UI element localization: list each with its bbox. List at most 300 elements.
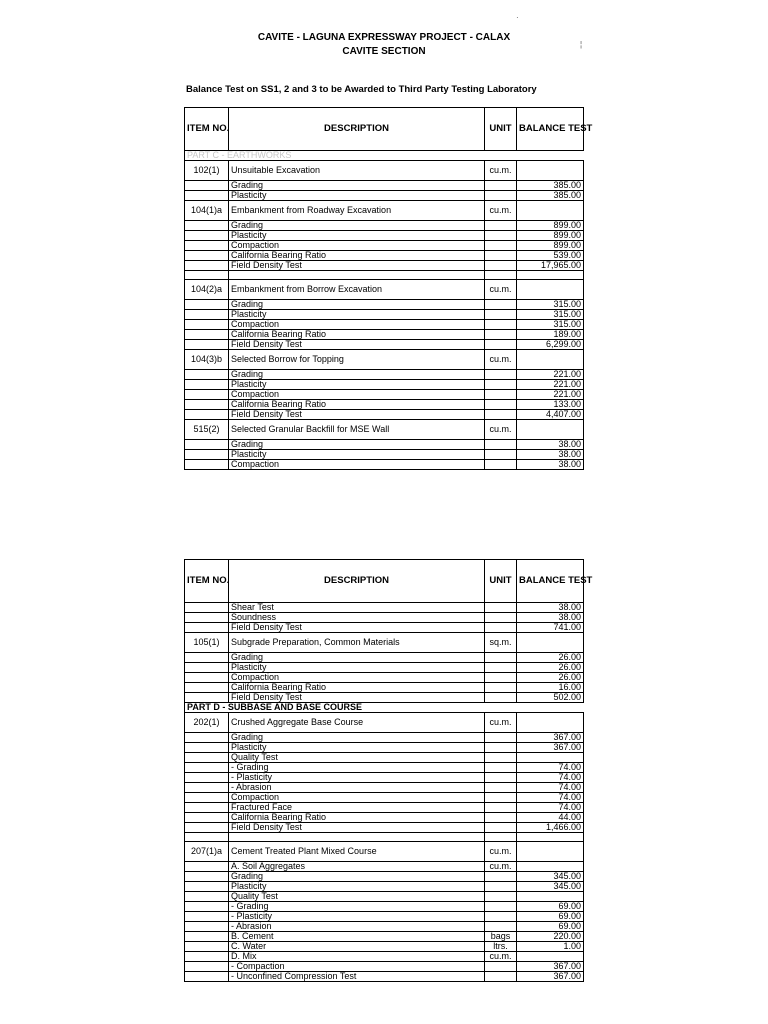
description-cell: - Grading: [229, 902, 485, 912]
balance-value-cell: 69.00: [517, 912, 584, 922]
item-number-cell: [185, 693, 229, 703]
balance-value-cell: [517, 420, 584, 440]
unit-cell: [485, 783, 517, 793]
balance-value-cell: [517, 862, 584, 872]
description-cell: Grading: [229, 653, 485, 663]
balance-value-cell: 899.00: [517, 221, 584, 231]
balance-value-cell: 26.00: [517, 653, 584, 663]
test-row: [185, 813, 584, 823]
description-cell: Field Density Test: [229, 340, 485, 350]
unit-cell: [485, 902, 517, 912]
item-number-cell: 105(1): [185, 633, 229, 653]
description-cell: Crushed Aggregate Base Course: [229, 713, 485, 733]
item-number-cell: [185, 231, 229, 241]
item-number-cell: [185, 902, 229, 912]
description-cell: Quality Test: [229, 753, 485, 763]
item-number-cell: [185, 410, 229, 420]
balance-value-cell: 345.00: [517, 872, 584, 882]
balance-value-cell: 367.00: [517, 962, 584, 972]
description-cell: Grading: [229, 181, 485, 191]
test-row: [185, 241, 584, 251]
description-cell: Compaction: [229, 460, 485, 470]
test-row: [185, 460, 584, 470]
test-row: [185, 320, 584, 330]
unit-cell: [485, 613, 517, 623]
balance-value-cell: 38.00: [517, 460, 584, 470]
unit-cell: sq.m.: [485, 633, 517, 653]
item-number-cell: [185, 603, 229, 613]
test-row: [185, 952, 584, 962]
test-row: [185, 663, 584, 673]
description-cell: Selected Granular Backfill for MSE Wall: [229, 420, 485, 440]
unit-cell: [485, 241, 517, 251]
header-unit: UNIT: [485, 108, 517, 151]
balance-value-cell: [517, 161, 584, 181]
description-cell: California Bearing Ratio: [229, 400, 485, 410]
balance-value-cell: 1,466.00: [517, 823, 584, 833]
description-cell: Grading: [229, 300, 485, 310]
unit-cell: [485, 813, 517, 823]
balance-value-cell: 189.00: [517, 330, 584, 340]
balance-value-cell: 539.00: [517, 251, 584, 261]
test-row: [185, 763, 584, 773]
item-number-cell: [185, 653, 229, 663]
unit-cell: [485, 251, 517, 261]
balance-value-cell: 26.00: [517, 673, 584, 683]
unit-cell: cu.m.: [485, 420, 517, 440]
scan-mark: ¦: [580, 40, 583, 49]
description-cell: - Abrasion: [229, 922, 485, 932]
unit-cell: [485, 300, 517, 310]
description-cell: Selected Borrow for Topping: [229, 350, 485, 370]
item-number-cell: [185, 872, 229, 882]
balance-value-cell: 74.00: [517, 803, 584, 813]
balance-value-cell: 38.00: [517, 603, 584, 613]
test-row: [185, 942, 584, 952]
header-item-no: ITEM NO.: [185, 108, 229, 151]
item-number-cell: [185, 390, 229, 400]
balance-value-cell: 133.00: [517, 400, 584, 410]
balance-value-cell: 315.00: [517, 310, 584, 320]
unit-cell: [485, 962, 517, 972]
item-number-cell: [185, 221, 229, 231]
description-cell: - Grading: [229, 763, 485, 773]
item-number-cell: [185, 862, 229, 872]
item-number-cell: [185, 743, 229, 753]
test-row: [185, 823, 584, 833]
balance-value-cell: 44.00: [517, 813, 584, 823]
item-number-cell: 104(3)b: [185, 350, 229, 370]
balance-value-cell: [517, 842, 584, 862]
part-heading-row: [185, 703, 584, 713]
balance-value-cell: 221.00: [517, 370, 584, 380]
unit-cell: cu.m.: [485, 161, 517, 181]
description-cell: C. Water: [229, 942, 485, 952]
unit-cell: ltrs.: [485, 942, 517, 952]
item-number-cell: [185, 952, 229, 962]
test-row: [185, 902, 584, 912]
balance-value-cell: [517, 350, 584, 370]
test-row: [185, 221, 584, 231]
description-cell: Quality Test: [229, 892, 485, 902]
balance-value-cell: 4,407.00: [517, 410, 584, 420]
unit-cell: [485, 803, 517, 813]
unit-cell: [485, 673, 517, 683]
balance-value-cell: 74.00: [517, 793, 584, 803]
unit-cell: [485, 231, 517, 241]
balance-value-cell: 38.00: [517, 613, 584, 623]
description-cell: Compaction: [229, 793, 485, 803]
test-row: [185, 862, 584, 872]
balance-value-cell: [517, 892, 584, 902]
test-row: [185, 300, 584, 310]
item-number-cell: [185, 962, 229, 972]
header-description: DESCRIPTION: [229, 108, 485, 151]
balance-value-cell: [517, 280, 584, 300]
test-row: [185, 972, 584, 982]
balance-value-cell: 367.00: [517, 733, 584, 743]
balance-value-cell: 26.00: [517, 663, 584, 673]
unit-cell: [485, 683, 517, 693]
item-number-cell: 515(2): [185, 420, 229, 440]
balance-value-cell: 69.00: [517, 902, 584, 912]
test-row: [185, 803, 584, 813]
unit-cell: [485, 693, 517, 703]
description-cell: Grading: [229, 221, 485, 231]
item-number-cell: [185, 803, 229, 813]
document-section: CAVITE SECTION: [342, 46, 426, 57]
item-number-cell: [185, 823, 229, 833]
description-cell: California Bearing Ratio: [229, 683, 485, 693]
unit-cell: [485, 733, 517, 743]
blank-row: [185, 833, 584, 842]
description-cell: Unsuitable Excavation: [229, 161, 485, 181]
item-number-cell: [185, 613, 229, 623]
description-cell: - Compaction: [229, 962, 485, 972]
test-row: [185, 410, 584, 420]
item-number-cell: [185, 241, 229, 251]
item-number-cell: 102(1): [185, 161, 229, 181]
item-number-cell: [185, 440, 229, 450]
description-cell: Subgrade Preparation, Common Materials: [229, 633, 485, 653]
item-number-cell: [185, 733, 229, 743]
unit-cell: [485, 191, 517, 201]
part-heading: PART D - SUBBASE AND BASE COURSE: [185, 703, 584, 713]
description-cell: Grading: [229, 370, 485, 380]
item-number-cell: 104(2)a: [185, 280, 229, 300]
description-cell: - Plasticity: [229, 773, 485, 783]
description-cell: Embankment from Roadway Excavation: [229, 201, 485, 221]
description-cell: Plasticity: [229, 380, 485, 390]
description-cell: Field Density Test: [229, 410, 485, 420]
item-number-cell: [185, 882, 229, 892]
description-cell: Plasticity: [229, 663, 485, 673]
test-row: [185, 330, 584, 340]
test-row: [185, 231, 584, 241]
unit-cell: [485, 380, 517, 390]
balance-value-cell: [517, 952, 584, 962]
unit-cell: cu.m.: [485, 280, 517, 300]
unit-cell: [485, 753, 517, 763]
description-cell: Plasticity: [229, 882, 485, 892]
description-cell: Grading: [229, 440, 485, 450]
test-row: [185, 380, 584, 390]
item-number-cell: [185, 400, 229, 410]
blank-cell: [485, 833, 517, 842]
test-row: [185, 753, 584, 763]
part-heading-row: [185, 151, 584, 161]
unit-cell: [485, 450, 517, 460]
item-number-cell: [185, 793, 229, 803]
description-cell: Plasticity: [229, 743, 485, 753]
item-number-cell: [185, 181, 229, 191]
unit-cell: [485, 793, 517, 803]
item-row: [185, 201, 584, 221]
description-cell: Embankment from Borrow Excavation: [229, 280, 485, 300]
unit-cell: [485, 370, 517, 380]
test-row: [185, 603, 584, 613]
item-number-cell: [185, 380, 229, 390]
balance-value-cell: 74.00: [517, 783, 584, 793]
test-row: [185, 783, 584, 793]
blank-cell: [185, 833, 229, 842]
balance-value-cell: 1.00: [517, 942, 584, 952]
item-number-cell: [185, 261, 229, 271]
unit-cell: cu.m.: [485, 201, 517, 221]
item-row: [185, 713, 584, 733]
item-number-cell: [185, 191, 229, 201]
balance-value-cell: 315.00: [517, 320, 584, 330]
balance-value-cell: 69.00: [517, 922, 584, 932]
description-cell: - Plasticity: [229, 912, 485, 922]
balance-value-cell: 899.00: [517, 231, 584, 241]
item-number-cell: [185, 330, 229, 340]
description-cell: - Unconfined Compression Test: [229, 972, 485, 982]
balance-value-cell: 899.00: [517, 241, 584, 251]
scan-mark: ·: [516, 13, 519, 22]
test-row: [185, 922, 584, 932]
unit-cell: [485, 892, 517, 902]
test-row: [185, 340, 584, 350]
unit-cell: cu.m.: [485, 952, 517, 962]
balance-value-cell: 17,965.00: [517, 261, 584, 271]
item-number-cell: [185, 813, 229, 823]
description-cell: Field Density Test: [229, 623, 485, 633]
unit-cell: [485, 763, 517, 773]
item-number-cell: [185, 912, 229, 922]
test-row: [185, 613, 584, 623]
balance-value-cell: [517, 753, 584, 763]
description-cell: California Bearing Ratio: [229, 813, 485, 823]
part-heading: PART C - EARTHWORKS: [185, 151, 584, 161]
balance-value-cell: 38.00: [517, 450, 584, 460]
description-cell: Fractured Face: [229, 803, 485, 813]
unit-cell: [485, 882, 517, 892]
test-row: [185, 390, 584, 400]
blank-cell: [185, 271, 229, 280]
test-row: [185, 773, 584, 783]
blank-cell: [517, 833, 584, 842]
balance-test-table-1: [184, 107, 593, 470]
document-subtitle: Balance Test on SS1, 2 and 3 to be Awarded to Third Party Testing Laboratory: [186, 84, 537, 95]
balance-test-table-2: [184, 559, 593, 982]
item-number-cell: [185, 320, 229, 330]
description-cell: A. Soil Aggregates: [229, 862, 485, 872]
description-cell: Soundness: [229, 613, 485, 623]
description-cell: Field Density Test: [229, 261, 485, 271]
item-number-cell: [185, 922, 229, 932]
balance-value-cell: 367.00: [517, 743, 584, 753]
unit-cell: cu.m.: [485, 350, 517, 370]
unit-cell: cu.m.: [485, 862, 517, 872]
item-number-cell: [185, 972, 229, 982]
balance-value-cell: 74.00: [517, 773, 584, 783]
unit-cell: cu.m.: [485, 713, 517, 733]
test-row: [185, 653, 584, 663]
item-number-cell: [185, 663, 229, 673]
description-cell: Compaction: [229, 390, 485, 400]
test-row: [185, 261, 584, 271]
unit-cell: cu.m.: [485, 842, 517, 862]
unit-cell: [485, 460, 517, 470]
item-row: [185, 842, 584, 862]
header-item-no: ITEM NO.: [185, 560, 229, 603]
blank-cell: [229, 833, 485, 842]
item-number-cell: [185, 892, 229, 902]
unit-cell: [485, 320, 517, 330]
balance-value-cell: 16.00: [517, 683, 584, 693]
unit-cell: [485, 743, 517, 753]
header-balance-test: BALANCE TEST: [517, 108, 584, 151]
description-cell: Plasticity: [229, 191, 485, 201]
test-row: [185, 310, 584, 320]
unit-cell: [485, 181, 517, 191]
balance-value-cell: 221.00: [517, 390, 584, 400]
description-cell: Grading: [229, 733, 485, 743]
unit-cell: [485, 440, 517, 450]
balance-value-cell: [517, 713, 584, 733]
item-row: [185, 161, 584, 181]
item-number-cell: 207(1)a: [185, 842, 229, 862]
item-number-cell: [185, 310, 229, 320]
unit-cell: [485, 922, 517, 932]
item-number-cell: [185, 942, 229, 952]
balance-value-cell: [517, 201, 584, 221]
test-row: [185, 251, 584, 261]
description-cell: B. Cement: [229, 932, 485, 942]
description-cell: Grading: [229, 872, 485, 882]
balance-value-cell: 741.00: [517, 623, 584, 633]
header-unit: UNIT: [485, 560, 517, 603]
item-number-cell: [185, 763, 229, 773]
description-cell: Plasticity: [229, 231, 485, 241]
test-row: [185, 440, 584, 450]
balance-value-cell: 315.00: [517, 300, 584, 310]
header-description: DESCRIPTION: [229, 560, 485, 603]
item-number-cell: [185, 753, 229, 763]
test-row: [185, 191, 584, 201]
item-number-cell: [185, 673, 229, 683]
unit-cell: [485, 823, 517, 833]
test-row: [185, 882, 584, 892]
unit-cell: [485, 410, 517, 420]
description-cell: - Abrasion: [229, 783, 485, 793]
item-row: [185, 280, 584, 300]
test-row: [185, 623, 584, 633]
unit-cell: [485, 330, 517, 340]
unit-cell: [485, 653, 517, 663]
unit-cell: bags: [485, 932, 517, 942]
description-cell: Plasticity: [229, 310, 485, 320]
unit-cell: [485, 773, 517, 783]
item-number-cell: [185, 340, 229, 350]
unit-cell: [485, 390, 517, 400]
test-row: [185, 693, 584, 703]
description-cell: Compaction: [229, 241, 485, 251]
test-row: [185, 673, 584, 683]
unit-cell: [485, 972, 517, 982]
item-number-cell: [185, 783, 229, 793]
description-cell: California Bearing Ratio: [229, 330, 485, 340]
item-number-cell: [185, 300, 229, 310]
test-row: [185, 912, 584, 922]
item-number-cell: 202(1): [185, 713, 229, 733]
item-number-cell: [185, 683, 229, 693]
balance-value-cell: 502.00: [517, 693, 584, 703]
balance-value-cell: 385.00: [517, 191, 584, 201]
balance-value-cell: 6,299.00: [517, 340, 584, 350]
item-row: [185, 420, 584, 440]
test-row: [185, 932, 584, 942]
balance-value-cell: 345.00: [517, 882, 584, 892]
unit-cell: [485, 872, 517, 882]
test-row: [185, 450, 584, 460]
blank-cell: [485, 271, 517, 280]
blank-row: [185, 271, 584, 280]
unit-cell: [485, 912, 517, 922]
unit-cell: [485, 663, 517, 673]
unit-cell: [485, 261, 517, 271]
test-row: [185, 743, 584, 753]
description-cell: Cement Treated Plant Mixed Course: [229, 842, 485, 862]
description-cell: Compaction: [229, 320, 485, 330]
item-number-cell: [185, 623, 229, 633]
item-number-cell: [185, 450, 229, 460]
balance-value-cell: 367.00: [517, 972, 584, 982]
unit-cell: [485, 400, 517, 410]
unit-cell: [485, 221, 517, 231]
balance-value-cell: 220.00: [517, 932, 584, 942]
description-cell: Field Density Test: [229, 823, 485, 833]
item-number-cell: [185, 460, 229, 470]
unit-cell: [485, 310, 517, 320]
unit-cell: [485, 623, 517, 633]
unit-cell: [485, 340, 517, 350]
header-balance-test: BALANCE TEST: [517, 560, 584, 603]
item-number-cell: [185, 370, 229, 380]
item-row: [185, 633, 584, 653]
item-number-cell: [185, 932, 229, 942]
description-cell: Field Density Test: [229, 693, 485, 703]
test-row: [185, 892, 584, 902]
test-row: [185, 962, 584, 972]
description-cell: California Bearing Ratio: [229, 251, 485, 261]
test-row: [185, 370, 584, 380]
description-cell: Plasticity: [229, 450, 485, 460]
description-cell: Shear Test: [229, 603, 485, 613]
item-number-cell: [185, 773, 229, 783]
test-row: [185, 181, 584, 191]
